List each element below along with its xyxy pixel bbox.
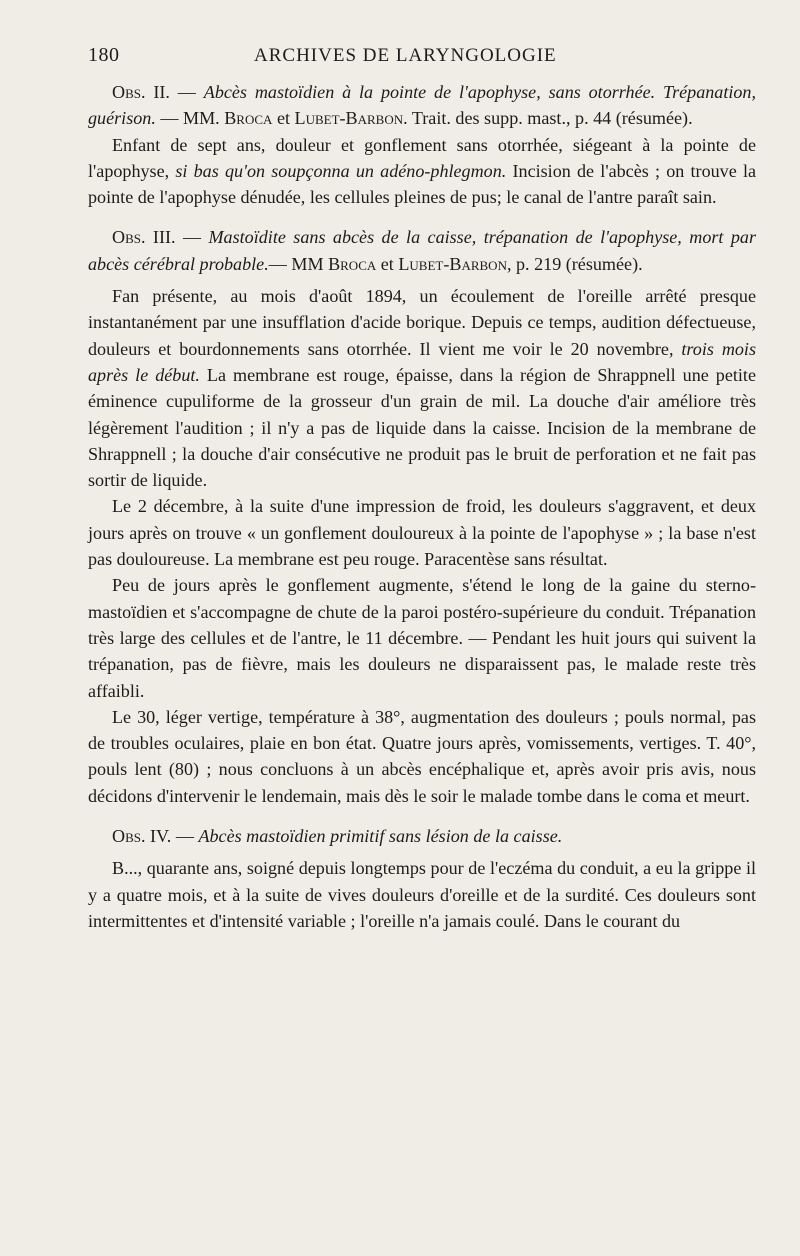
section-gap: [88, 210, 756, 224]
obs-3-dash: —: [175, 227, 209, 248]
obs-4-heading: [88, 823, 756, 849]
obs-3-author-broca: Broca: [328, 253, 377, 274]
obs-3-heading: [88, 224, 756, 277]
obs-2-title: Abcès mastoïdien à la pointe de l'apophyse, sans otorrhée. Trépanation, guérison.: [88, 82, 757, 129]
obs-2-paragraph: [88, 132, 756, 211]
obs-3-reference: , p. 219 (résumée).: [506, 253, 643, 274]
running-title: ARCHIVES DE LARYNGOLOGIE: [254, 45, 557, 66]
obs-3-paragraph-1: [88, 283, 756, 493]
obs-3-paragraph-3: Peu de jours après le gonflement augmente, s'étend le long de la gaine du sterno-mastoïdien et s'accompagne de chute de la paroi postéro-supérieure du conduit. Trépanation très large des cellules et de l'antre, le 11 décembre. — Pendant les huit jours qui suivent la trépanation, pas de fièvre, mais les douleurs ne disparaissent pas, le malade reste très affaibli.: [88, 575, 756, 701]
page-number: 180: [88, 44, 120, 66]
body-text: [88, 79, 756, 934]
obs-3-label: Obs. III.: [112, 227, 176, 248]
obs-2-dash: —: [169, 82, 204, 102]
obs-4-paragraph-1: B..., quarante ans, soigné depuis longtemps pour de l'eczéma du conduit, a eu la grippe il y a quatre mois, et à la suite de vives douleurs d'oreille et de la surdité. Ces douleurs sont intermittentes et d'intensité variable ; l'oreille n'a jamais coulé. Dans le courant du: [88, 858, 756, 931]
obs-3-p1-a: Fan présente, au mois d'août 1894, un écoulement de l'oreille arrêté presque instantanément par une insufflation d'acide borique. Depuis ce temps, audition défectueuse, douleurs et bourdonnements sans otorrhée. Il vient me voir le 20 novembre,: [88, 286, 756, 359]
obs-2-text-italic: si bas qu'on soupçonna un adéno-phlegmon.: [175, 160, 507, 181]
obs-2-text-a: Enfant de sept ans, douleur et gonflement sans otorrhée, siégeant à la pointe de l'apophyse,: [88, 134, 756, 181]
obs-3-paragraph-4: Le 30, léger vertige, température à 38°, augmentation des douleurs ; pouls normal, pas de troubles oculaires, plaie en bon état. Quatre jours après, vomissements, vertiges. T. 40°, pouls lent (80) ; nous concluons à un abcès encéphalique et, après avoir pris avis, nous décidons d'intervenir le lendemain, mais dès le soir le malade tombe dans le coma et meurt.: [88, 706, 756, 806]
obs-4-title: Abcès mastoïdien primitif sans lésion de la caisse.: [198, 826, 563, 847]
obs-3-p1-b: La membrane est rouge, épaisse, dans la région de Shrappnell une petite éminence cupuliforme de la grosseur d'un grain de mil. La douche d'air améliore très légèrement l'audition ; il n'y a pas de liquide dans la caisse. Incision de la membrane de Shrappnell ; la douche d'air consécutive ne produit pas le bruit de perforation et ne fait pas sortir de liquide.: [88, 364, 756, 491]
obs-3-and: et: [376, 253, 399, 274]
section-gap: [88, 809, 756, 823]
obs-2-reference: . Trait. des supp. mast., p. 44 (résumée).: [403, 108, 693, 129]
obs-3-authors-prefix: — MM: [268, 253, 329, 274]
obs-4-label: Obs. IV.: [112, 826, 172, 847]
obs-2-heading: [88, 79, 756, 132]
obs-3-title: Mastoïdite sans abcès de la caisse, trépanation de l'apophyse, mort par abcès cérébral probable.: [88, 227, 757, 274]
obs-3-p1-italic: trois mois après le début.: [88, 338, 756, 385]
obs-2-author-broca: Broca: [224, 108, 273, 129]
page-header: [88, 44, 756, 67]
obs-2-author-lubet-barbon: Lubet-Barbon: [294, 108, 404, 129]
obs-2-text-c: Incision de l'abcès ; on trouve la pointe de l'apophyse dénudée, les cellules pleines de pus; le canal de l'antre paraît sain.: [88, 160, 757, 208]
obs-2-label: Obs. II.: [112, 82, 170, 102]
obs-4-dash: —: [171, 826, 199, 847]
obs-2-and: et: [272, 108, 295, 129]
obs-2-authors-prefix: — MM.: [155, 108, 225, 129]
obs-3-author-lubet-barbon: Lubet-Barbon: [398, 253, 507, 274]
obs-3-paragraph-2: Le 2 décembre, à la suite d'une impression de froid, les douleurs s'aggravent, et deux jours après on trouve « un gonflement douloureux à la pointe de l'apophyse » ; la base n'est pas douloureuse. La membrane est peu rouge. Paracentèse sans résultat.: [88, 496, 756, 570]
